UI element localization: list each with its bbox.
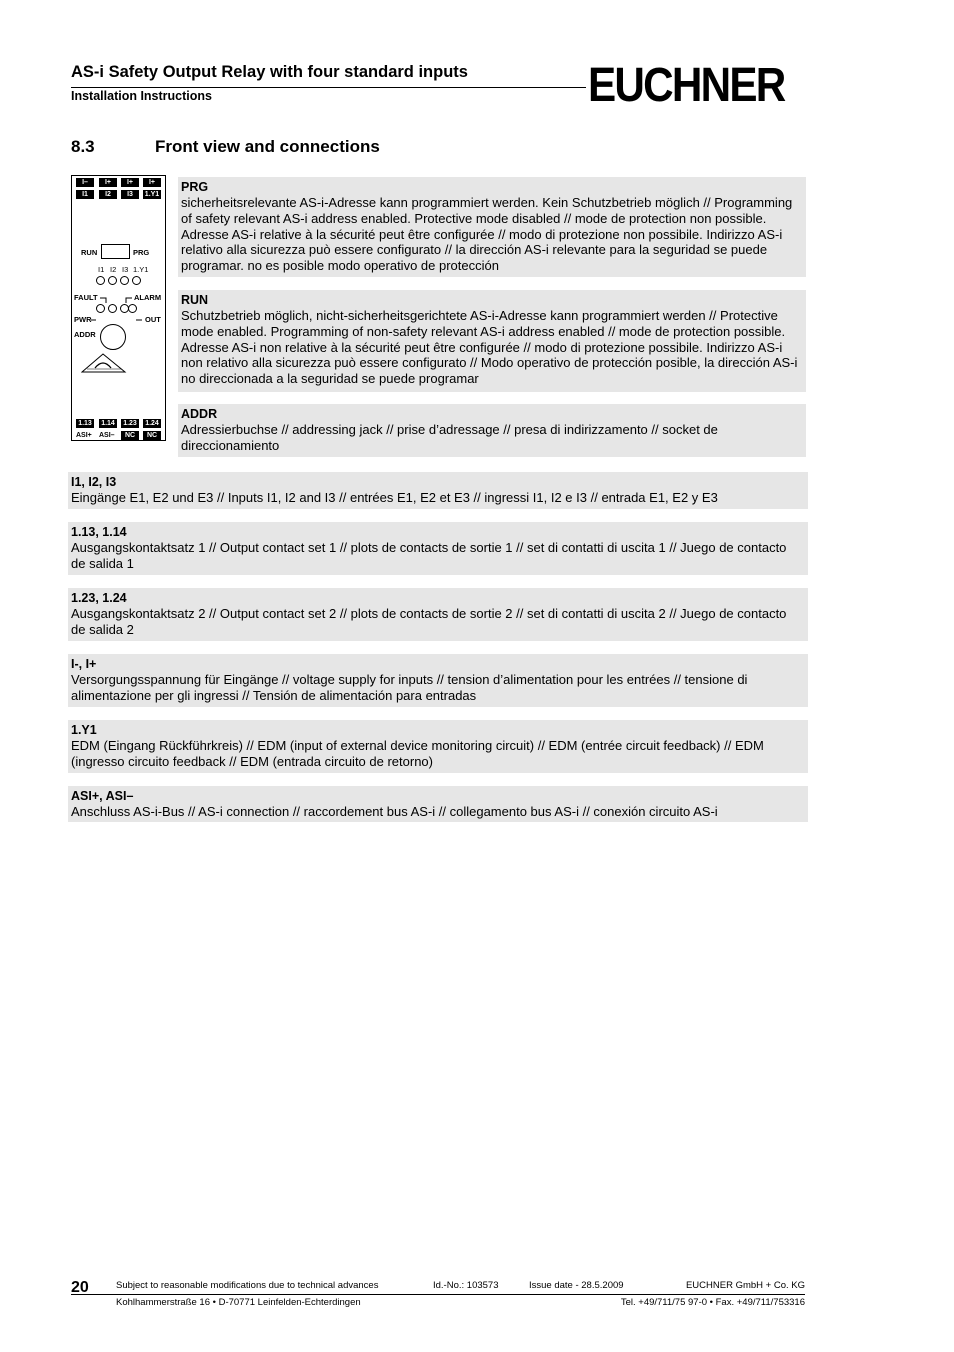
terminal-1-14: 1.14 <box>99 419 117 428</box>
led-label-i1: I1 <box>98 265 105 274</box>
block-i1-i2-i3-text: Eingänge E1, E2 und E3 // Inputs I1, I2 and I3 // entrées E1, E2 et E3 // ingressi I1, I2 e I3 // entrada E1, E2 y E3 <box>71 490 718 505</box>
terminal-1-23: 1.23 <box>121 419 139 428</box>
led-wiring-lines <box>72 176 165 336</box>
block-asi <box>68 786 808 822</box>
section-title: Front view and connections <box>155 137 380 156</box>
terminal-i3: I3 <box>121 190 139 199</box>
block-1-23-1-24-heading: 1.23, 1.24 <box>71 591 127 605</box>
block-1-23-1-24 <box>68 588 808 641</box>
out-label: OUT <box>145 315 161 324</box>
prg-label: PRG <box>133 248 150 257</box>
terminal-i-plus-2: I+ <box>121 178 139 187</box>
terminal-i-plus-1: I+ <box>99 178 117 187</box>
block-run <box>178 290 806 392</box>
block-1y1 <box>68 720 808 773</box>
block-addr-text: Adressierbuchse // addressing jack // prise d’adressage // presa di indirizzamento // socket de direccionamiento <box>181 422 718 453</box>
terminal-i-minus: I– <box>76 178 94 187</box>
terminal-nc-1: NC <box>121 431 139 440</box>
footer-note: Subject to reasonable modifications due to technical advances <box>116 1280 379 1291</box>
led-label-1y1: 1.Y1 <box>133 265 149 274</box>
block-asi-text: Anschluss AS-i-Bus // AS-i connection // raccordement bus AS-i // collegamento bus AS-i // conexión circuito AS-i <box>71 804 718 819</box>
block-1-13-1-14-heading: 1.13, 1.14 <box>71 525 127 539</box>
euchner-logo: EUCHNER <box>588 59 785 112</box>
block-prg-heading: PRG <box>181 180 209 194</box>
block-1y1-heading: 1.Y1 <box>71 723 97 737</box>
pwr-label: PWR <box>74 315 92 324</box>
block-prg-text: sicherheitsrelevante AS-i-Adresse kann programmiert werden. Kein Schutzbetrieb möglich // Programming of safety relevant AS-i address enabled. Protective mode disabled // mode de protection non possible. Adresse AS-i relative à la sécurité peut être configurée // modo di protezione non possibile. Indirizzo AS-i relativo alla sicurezza può essere configurato // la dirección AS-i relevante para la seguridad se puede programar. no es posible modo operativo de protección <box>181 195 793 274</box>
block-addr <box>178 404 806 457</box>
terminal-i1: I1 <box>76 190 94 199</box>
terminal-asi-plus: ASI+ <box>76 432 92 439</box>
led-alarm <box>128 304 137 313</box>
block-i-minus-i-plus-heading: I-, I+ <box>71 657 97 671</box>
terminal-1y1: 1.Y1 <box>144 191 160 198</box>
led-label-i3: I3 <box>122 265 129 274</box>
block-run-text: Schutzbetrieb möglich, nicht-sicherheitsgerichtete AS-i-Adresse kann programmiert werden // Protective mode enabled. Programming of non-safety relevant AS-i address enabled // mode de protection possible. Adresse AS-i non relative à la sécurité peut être configurée // modo di protezione possibile. Indirizzo AS-i non relativo alla sicurezza può essere configurato // Modo operativo de protección posible, la dirección AS-i no direccionada a la seguridad se puede programar <box>181 308 798 387</box>
terminal-i-plus-3: I+ <box>143 178 161 187</box>
document-title: AS-i Safety Output Relay with four standard inputs <box>71 63 468 81</box>
addr-jack <box>100 324 126 350</box>
fault-label: FAULT <box>74 293 98 302</box>
document-subtitle: Installation Instructions <box>71 89 212 103</box>
addr-label: ADDR <box>74 330 96 339</box>
device-front-view <box>71 175 166 441</box>
terminal-1-24: 1.24 <box>143 419 161 428</box>
led-pwr <box>108 304 117 313</box>
block-i1-i2-i3-heading: I1, I2, I3 <box>71 475 117 489</box>
footer-company: EUCHNER GmbH + Co. KG <box>685 1280 805 1291</box>
led-label-i2: I2 <box>110 265 117 274</box>
terminal-i2: I2 <box>99 190 117 199</box>
block-run-heading: RUN <box>181 293 209 307</box>
footer-contact: Tel. +49/711/75 97-0 • Fax. +49/711/753316 <box>620 1297 805 1308</box>
page-number: 20 <box>71 1279 89 1296</box>
terminal-asi-minus: ASI– <box>99 432 115 439</box>
block-i-minus-i-plus-text: Versorgungsspannung für Eingänge // voltage supply for inputs // tension d’alimentation pour les entrées // tensione di alimentazione per gli ingressi // Tensión de alimentación para entradas <box>71 672 748 703</box>
block-asi-heading: ASI+, ASI– <box>71 789 134 803</box>
terminal-nc-2: NC <box>143 431 161 440</box>
block-addr-heading: ADDR <box>181 407 218 421</box>
footer-id: Id.-No.: 103573 <box>433 1280 499 1291</box>
section-number: 8.3 <box>71 137 95 156</box>
terminal-1-13: 1.13 <box>76 419 94 428</box>
block-1-13-1-14-text: Ausgangskontaktsatz 1 // Output contact set 1 // plots de contacts de sortie 1 // set di contatti di uscita 1 // Juego de contacto de salida 1 <box>71 540 787 571</box>
run-label: RUN <box>81 248 98 257</box>
footer-address: Kohlhammerstraße 16 • D-70771 Leinfelden-Echterdingen <box>116 1297 361 1308</box>
footer-issue-date: Issue date - 28.5.2009 <box>529 1280 624 1291</box>
block-1-23-1-24-text: Ausgangskontaktsatz 2 // Output contact set 2 // plots de contacts de sortie 2 // set di contatti di uscita 2 // Juego de contacto de salida 2 <box>71 606 787 637</box>
block-i-minus-i-plus <box>68 654 808 707</box>
led-fault <box>96 304 105 313</box>
block-1y1-text: EDM (Eingang Rückführkreis) // EDM (input of external device monitoring circuit) // EDM (entrée circuit feedback) // EDM (ingresso circuito feedback // EDM (entrada circuito de retorno) <box>71 738 764 769</box>
alarm-label: ALARM <box>134 293 162 302</box>
block-i1-i2-i3 <box>68 472 808 509</box>
asi-logo-icon <box>81 352 127 374</box>
footer-rule <box>71 1294 805 1295</box>
block-prg <box>178 177 806 277</box>
block-1-13-1-14 <box>68 522 808 575</box>
header-rule <box>71 87 586 88</box>
